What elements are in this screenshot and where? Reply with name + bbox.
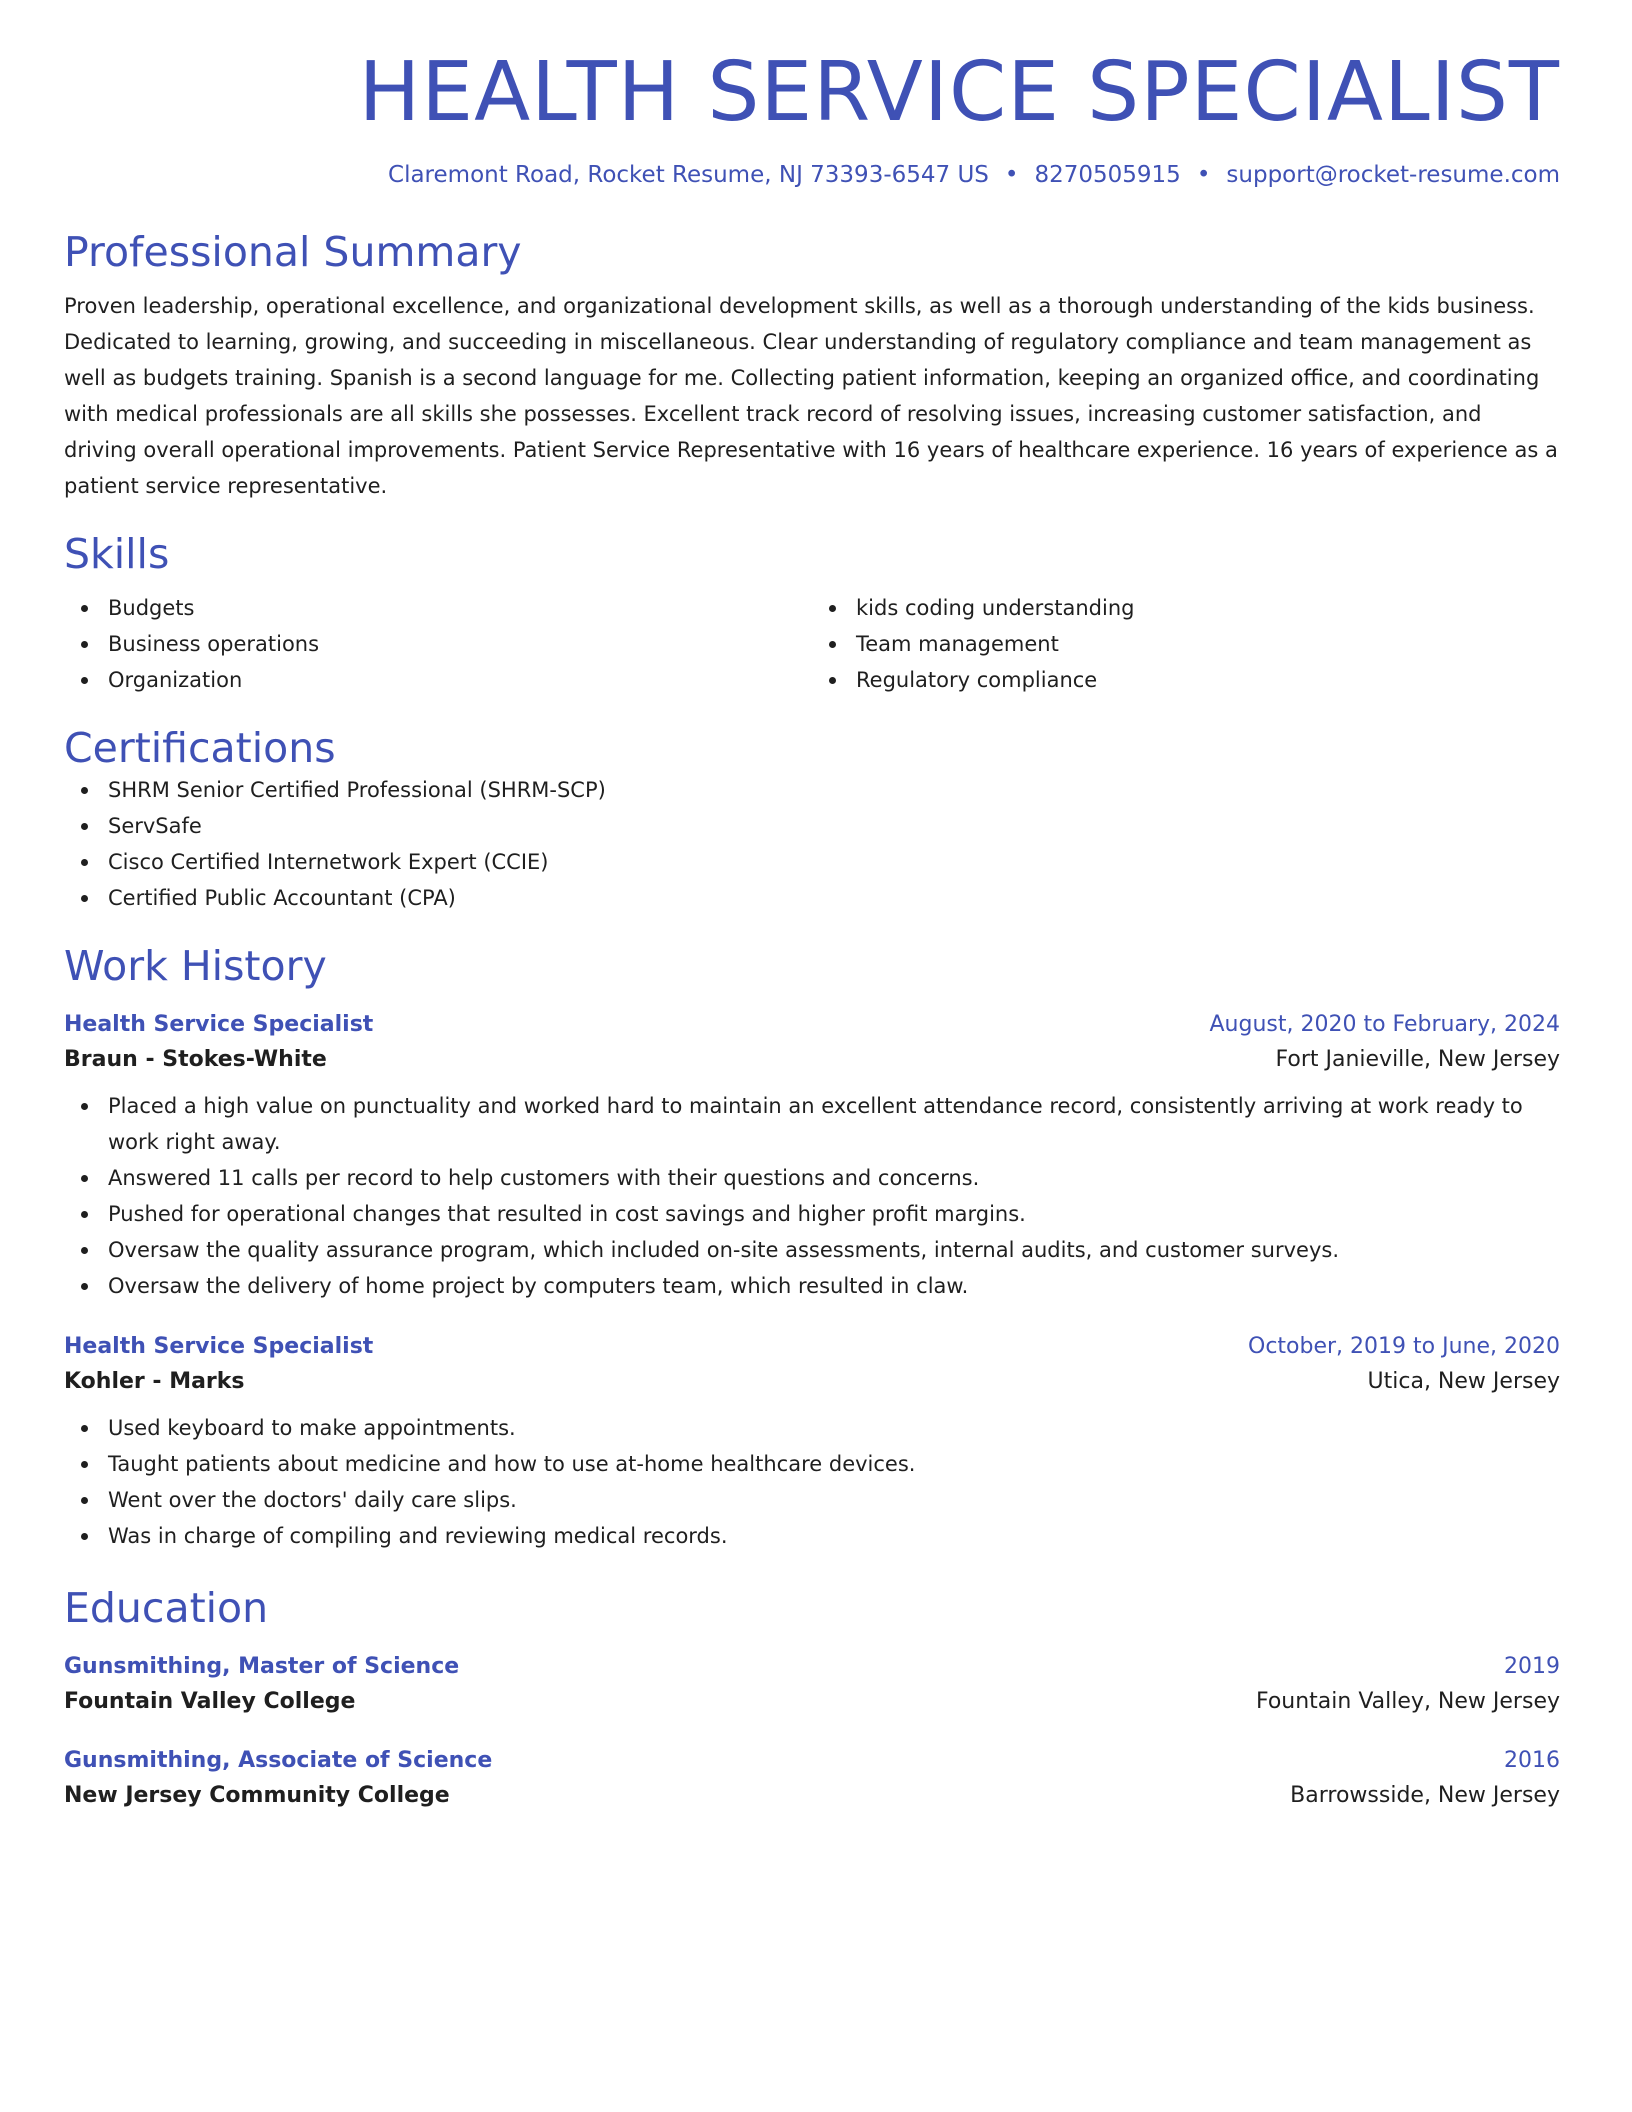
education-entry <box>64 1654 1560 1714</box>
job-bullets <box>64 1088 1560 1304</box>
education-year: 2019 <box>1504 1654 1560 1680</box>
job-location: Fort Janieville, New Jersey <box>1275 1047 1560 1073</box>
skill-item: kids coding understanding <box>812 590 1560 626</box>
education-heading: Education <box>64 1584 269 1633</box>
education-school: Fountain Valley College <box>64 1689 356 1715</box>
contact-line <box>64 162 1560 188</box>
summary-heading: Professional Summary <box>64 228 522 277</box>
work-history-heading: Work History <box>64 942 327 991</box>
contact-address: Claremont Road, Rocket Resume, NJ 73393-6547 US <box>388 162 989 189</box>
skill-item: Team management <box>812 626 1560 662</box>
skill-item: Organization <box>64 662 812 698</box>
certification-item: SHRM Senior Certified Professional (SHRM-SCP) <box>64 772 1560 808</box>
job-header-row <box>64 1012 1560 1037</box>
education-location: Fountain Valley, New Jersey <box>1255 1689 1560 1715</box>
resume-name: HEALTH SERVICE SPECIALIST <box>358 45 1560 140</box>
job-company: Kohler - Marks <box>64 1369 245 1395</box>
contact-phone: 8270505915 <box>1034 162 1181 189</box>
education-degree: Gunsmithing, Master of Science <box>64 1654 460 1680</box>
job-dates: August, 2020 to February, 2024 <box>1209 1012 1560 1038</box>
education-entry <box>64 1748 1560 1808</box>
education-header-row <box>64 1748 1560 1773</box>
job-bullet: Went over the doctors' daily care slips. <box>64 1482 1560 1518</box>
education-school-row <box>64 1689 1560 1714</box>
skill-item: Business operations <box>64 626 812 662</box>
education-school-row <box>64 1783 1560 1808</box>
education-school: New Jersey Community College <box>64 1783 450 1809</box>
job-bullet: Placed a high value on punctuality and worked hard to maintain an excellent attendance record, consistently arriving at work ready to work right away. <box>64 1088 1560 1160</box>
contact-email[interactable]: support@rocket-resume.com <box>1226 162 1560 189</box>
skills-list-right <box>812 590 1560 698</box>
resume-page <box>64 44 1560 1808</box>
job-location: Utica, New Jersey <box>1367 1369 1560 1395</box>
contact-separator: • <box>1004 162 1019 189</box>
certifications-list <box>64 772 1560 916</box>
education-year: 2016 <box>1504 1748 1560 1774</box>
contact-separator: • <box>1196 162 1211 189</box>
education-degree: Gunsmithing, Associate of Science <box>64 1748 493 1774</box>
certification-item: ServSafe <box>64 808 1560 844</box>
job-header-row <box>64 1334 1560 1359</box>
certifications-heading: Certifications <box>64 724 336 773</box>
certification-item: Cisco Certified Internetwork Expert (CCIE) <box>64 844 1560 880</box>
job-company-row <box>64 1369 1560 1394</box>
education-location: Barrowsside, New Jersey <box>1290 1783 1560 1809</box>
job-company-row <box>64 1047 1560 1072</box>
certification-item: Certified Public Accountant (CPA) <box>64 880 1560 916</box>
job-bullet: Taught patients about medicine and how to use at-home healthcare devices. <box>64 1446 1560 1482</box>
education-header-row <box>64 1654 1560 1679</box>
job-bullet: Oversaw the delivery of home project by computers team, which resulted in claw. <box>64 1268 1560 1304</box>
skills-list-left <box>64 590 812 698</box>
summary-text: Proven leadership, operational excellence, and organizational development skills, as well as a thorough understanding of the kids business. Dedicated to learning, growing, and succeeding in miscellaneous. Clear understanding of regulatory compliance and team management as well as budgets training. Spanish is a second language for me. Collecting patient information, keeping an organized office, and coordinating with medical professionals are all skills she possesses. Excellent track record of resolving issues, increasing customer satisfaction, and driving overall operational improvements. Patient Service Representative with 16 years of healthcare experience. 16 years of experience as a patient service representative. <box>64 294 1558 499</box>
job-entry <box>64 1012 1560 1304</box>
job-dates: October, 2019 to June, 2020 <box>1248 1334 1560 1360</box>
skills-heading: Skills <box>64 530 170 579</box>
job-entry <box>64 1334 1560 1554</box>
skills-grid <box>64 590 1560 698</box>
job-bullet: Used keyboard to make appointments. <box>64 1410 1560 1446</box>
job-title: Health Service Specialist <box>64 1012 374 1038</box>
skill-item: Budgets <box>64 590 812 626</box>
job-company: Braun - Stokes-White <box>64 1047 327 1073</box>
job-title: Health Service Specialist <box>64 1334 374 1360</box>
job-bullet: Oversaw the quality assurance program, which included on-site assessments, internal audits, and customer surveys. <box>64 1232 1560 1268</box>
skill-item: Regulatory compliance <box>812 662 1560 698</box>
job-bullet: Answered 11 calls per record to help customers with their questions and concerns. <box>64 1160 1560 1196</box>
job-bullet: Was in charge of compiling and reviewing medical records. <box>64 1518 1560 1554</box>
job-bullet: Pushed for operational changes that resulted in cost savings and higher profit margins. <box>64 1196 1560 1232</box>
job-bullets <box>64 1410 1560 1554</box>
